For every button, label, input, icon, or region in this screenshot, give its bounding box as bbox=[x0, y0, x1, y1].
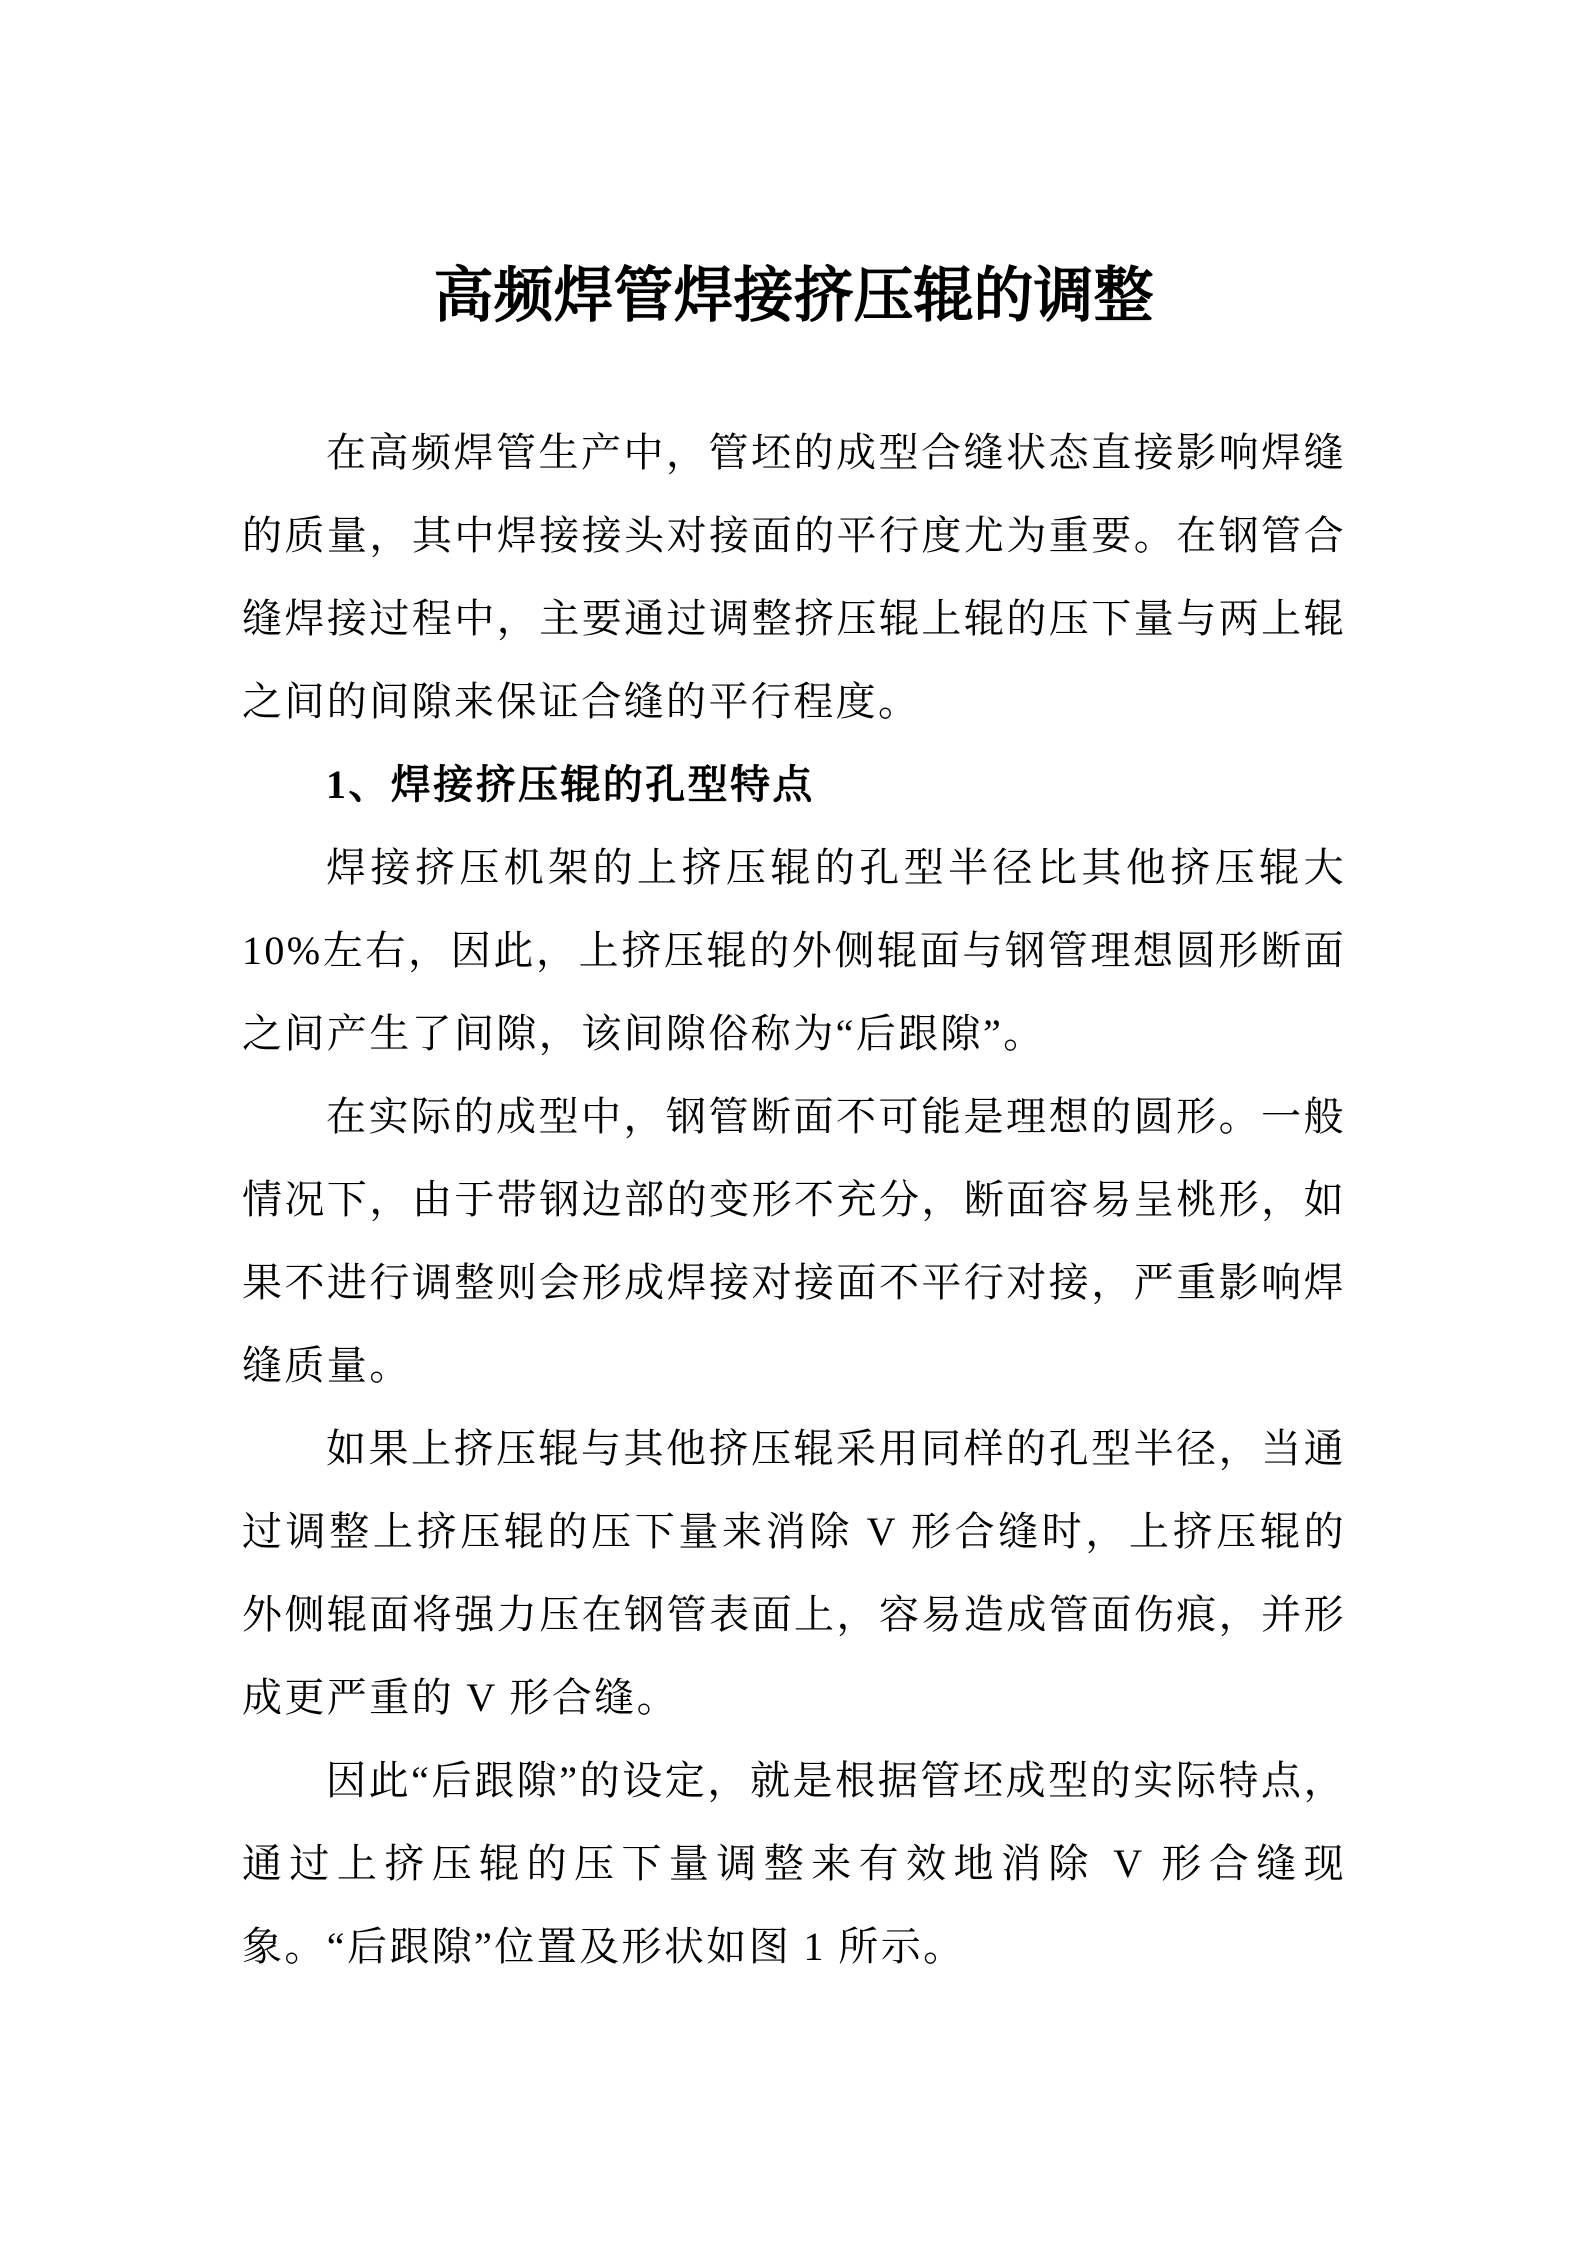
document-title: 高频焊管焊接挤压辊的调整 bbox=[433, 263, 1154, 329]
document-body bbox=[242, 411, 1346, 1988]
paragraph-hole-type-radius: 焊接挤压机架的上挤压辊的孔型半径比其他挤压辊大10%左右，因此，上挤压辊的外侧辊面与钢管理想圆形断面之间产生了间隙，该间隙俗称为“后跟隙”。 bbox=[242, 845, 1346, 1056]
paragraph-heel-gap-setting: 因此“后跟隙”的设定，就是根据管坯成型的实际特点，通过上挤压辊的压下量调整来有效地消除 V 形合缝现象。“后跟隙”位置及形状如图 1 所示。 bbox=[242, 1758, 1346, 1969]
paragraph-actual-forming: 在实际的成型中，钢管断面不可能是理想的圆形。一般情况下，由于带钢边部的变形不充分，断面容易呈桃形，如果不进行调整则会形成焊接对接面不平行对接，严重影响焊缝质量。 bbox=[242, 1094, 1346, 1388]
paragraph-intro: 在高频焊管生产中，管坯的成型合缝状态直接影响焊缝的质量，其中焊接接头对接面的平行度尤为重要。在钢管合缝焊接过程中，主要通过调整挤压辊上辊的压下量与两上辊之间的间隙来保证合缝的平行程度。 bbox=[242, 430, 1346, 724]
section-heading-1: 1、焊接挤压辊的孔型特点 bbox=[326, 762, 815, 807]
paragraph-same-radius-problem: 如果上挤压辊与其他挤压辊采用同样的孔型半径，当通过调整上挤压辊的压下量来消除 V 形合缝时，上挤压辊的外侧辊面将强力压在钢管表面上，容易造成管面伤痕，并形成更严重的 V 形合缝。 bbox=[242, 1426, 1346, 1720]
